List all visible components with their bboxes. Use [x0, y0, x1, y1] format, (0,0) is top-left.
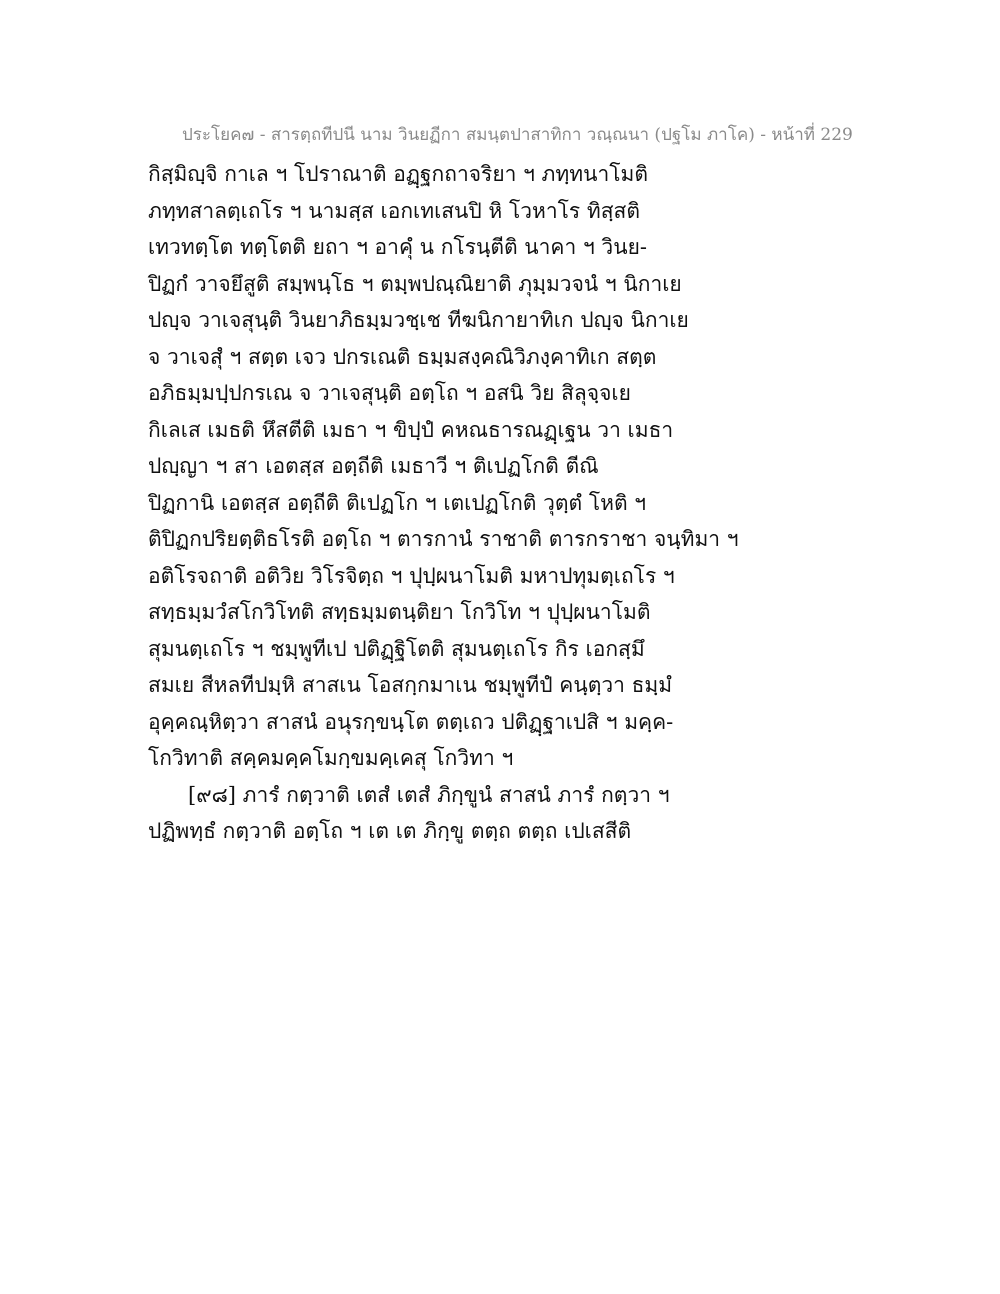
- text-line: อุคฺคณฺหิตฺวา สาสนํ อนุรกฺขนฺโต ตตฺเถว ปติฏฺฐาเปสิ ฯ มคฺค-: [148, 709, 674, 734]
- text-line: ภทฺทสาลตฺเถโร ฯ นามสฺส เอกเทเสนปิ หิ โวหาโร ทิสฺสติ: [148, 198, 640, 223]
- text-line: สมเย สีหลทีปมฺหิ สาสเน โอสกฺกมาเน ชมฺพูทีปํ คนฺตฺวา ธมฺมํ: [148, 673, 673, 697]
- text-line: ปิฏกานิ เอตสฺส อตฺถีติ ติเปฏโก ฯ เตเปฏโกติ วุตฺตํ โหติ ฯ: [148, 490, 647, 515]
- text-line: โกวิทาติ สคฺคมคฺคโมกฺขมคฺเคสุ โกวิทา ฯ: [148, 746, 514, 770]
- text-line: ปญฺจ วาเจสุนฺติ วินยาภิธมฺมวชฺเช ทีฆนิกายาทิเก ปญฺจ นิกาเย: [148, 308, 689, 332]
- text-line: อภิธมฺมปฺปกรเณ จ วาเจสุนฺติ อตฺโถ ฯ อสนิ วิย สิลุจฺจเย: [148, 381, 631, 405]
- text-line: อติโรจถาติ อติวิย วิโรจิตฺถ ฯ ปุปฺผนาโมติ มหาปทุมตฺเถโร ฯ: [148, 563, 675, 588]
- running-header: ประโยค๗ - สารตฺถทีปนี นาม วินยฏีกา สมนฺตปาสาทิกา วณฺณนา (ปฐโม ภาโค) - หน้าที่ 229: [182, 125, 853, 145]
- text-line: กิเลเส เมธติ หึสตีติ เมธา ฯ ขิปฺปํ คหณธารณฏฺเฐน วา เมธา: [148, 417, 674, 442]
- paragraph-start-line: [๙๘] ภารํ กตฺวาติ เตสํ เตสํ ภิกฺขูนํ สาสนํ ภารํ กตฺวา ฯ: [188, 782, 670, 807]
- text-line: สทฺธมฺมวํสโกวิโทติ สทฺธมฺมตนฺติยา โกวิโท ฯ ปุปฺผนาโมติ: [148, 600, 651, 624]
- text-line: กิสฺมิญฺจิ กาเล ฯ โปราณาติ อฏฺฐกถาจริยา ฯ ภทฺทนาโมติ: [148, 162, 648, 186]
- body-text: [148, 156, 868, 850]
- text-line: ปิฏกํ วาจยึสูติ สมฺพนฺโธ ฯ ตมฺพปณฺณิยาติ ภุมฺมวจนํ ฯ นิกาเย: [148, 271, 682, 296]
- text-line: ปฏิพทฺธํ กตฺวาติ อตฺโถ ฯ เต เต ภิกฺขู ตตฺถ ตตฺถ เปเสสีติ: [148, 819, 632, 843]
- text-line: ติปิฏกปริยตฺติธโรติ อตฺโถ ฯ ตารกานํ ราชาติ ตารกราชา จนฺทิมา ฯ: [148, 527, 739, 551]
- text-line: จ วาเจสุํ ฯ สตฺต เจว ปกรเณติ ธมฺมสงฺคณิวิภงฺคาทิเก สตฺต: [148, 344, 657, 369]
- text-line: เทวทตฺโต ทตฺโตติ ยถา ฯ อาคุํ น กโรนฺตีติ นาคา ฯ วินย-: [148, 235, 647, 259]
- text-line: สุมนตฺเถโร ฯ ชมฺพูทีเป ปติฏฺฐิโตติ สุมนตฺเถโร กิร เอกสฺมึ: [148, 636, 645, 661]
- text-line: ปญฺญา ฯ สา เอตสฺส อตฺถีติ เมธาวี ฯ ติเปฏโกติ ตีณิ: [148, 454, 599, 478]
